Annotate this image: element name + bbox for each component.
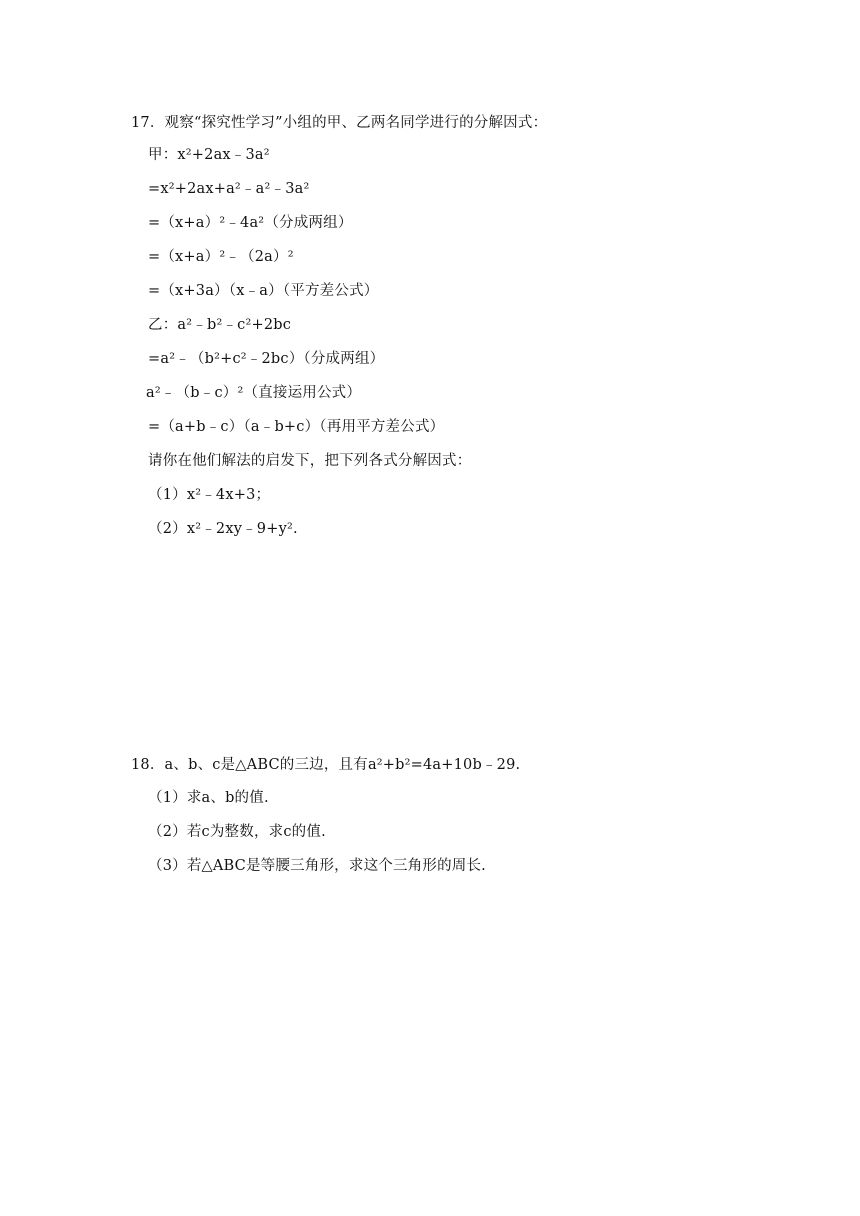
problem-18-part-3: （3）若△ABC是等腰三角形，求这个三角形的周长.: [148, 858, 486, 874]
problem-17-line-2: =x²+2ax+a²﹣a²﹣3a²: [148, 181, 310, 197]
problem-18-header: 18．a、b、c是△ABC的三边，且有a²+b²=4a+10b﹣29.: [131, 757, 521, 773]
problem-17-header: 17．观察“探究性学习”小组的甲、乙两名同学进行的分解因式：: [131, 115, 548, 131]
problem-18-part-2: （2）若c为整数，求c的值.: [148, 824, 326, 840]
problem-17-line-9: =（a+b﹣c）（a﹣b+c）（再用平方差公式）: [148, 419, 445, 435]
problem-17-line-8: a²﹣（b﹣c）²（直接运用公式）: [146, 385, 362, 401]
problem-17-instruction: 请你在他们解法的启发下，把下列各式分解因式：: [148, 453, 472, 469]
problem-18-part-1: （1）求a、b的值.: [148, 790, 269, 806]
problem-17-line-3: =（x+a）²﹣4a²（分成两组）: [148, 215, 353, 231]
problem-17-line-6: 乙：a²﹣b²﹣c²+2bc: [148, 317, 292, 333]
problem-17-line-7: =a²﹣（b²+c²﹣2bc）（分成两组）: [148, 351, 385, 367]
problem-17-line-5: =（x+3a）（x﹣a）（平方差公式）: [148, 283, 379, 299]
problem-17-line-4: =（x+a）²﹣（2a）²: [148, 249, 294, 265]
problem-17-part-2: （2）x²﹣2xy﹣9+y².: [148, 521, 298, 537]
problem-17-line-1: 甲：x²+2ax﹣3a²: [148, 147, 270, 163]
problem-17-part-1: （1）x²﹣4x+3；: [148, 487, 271, 503]
